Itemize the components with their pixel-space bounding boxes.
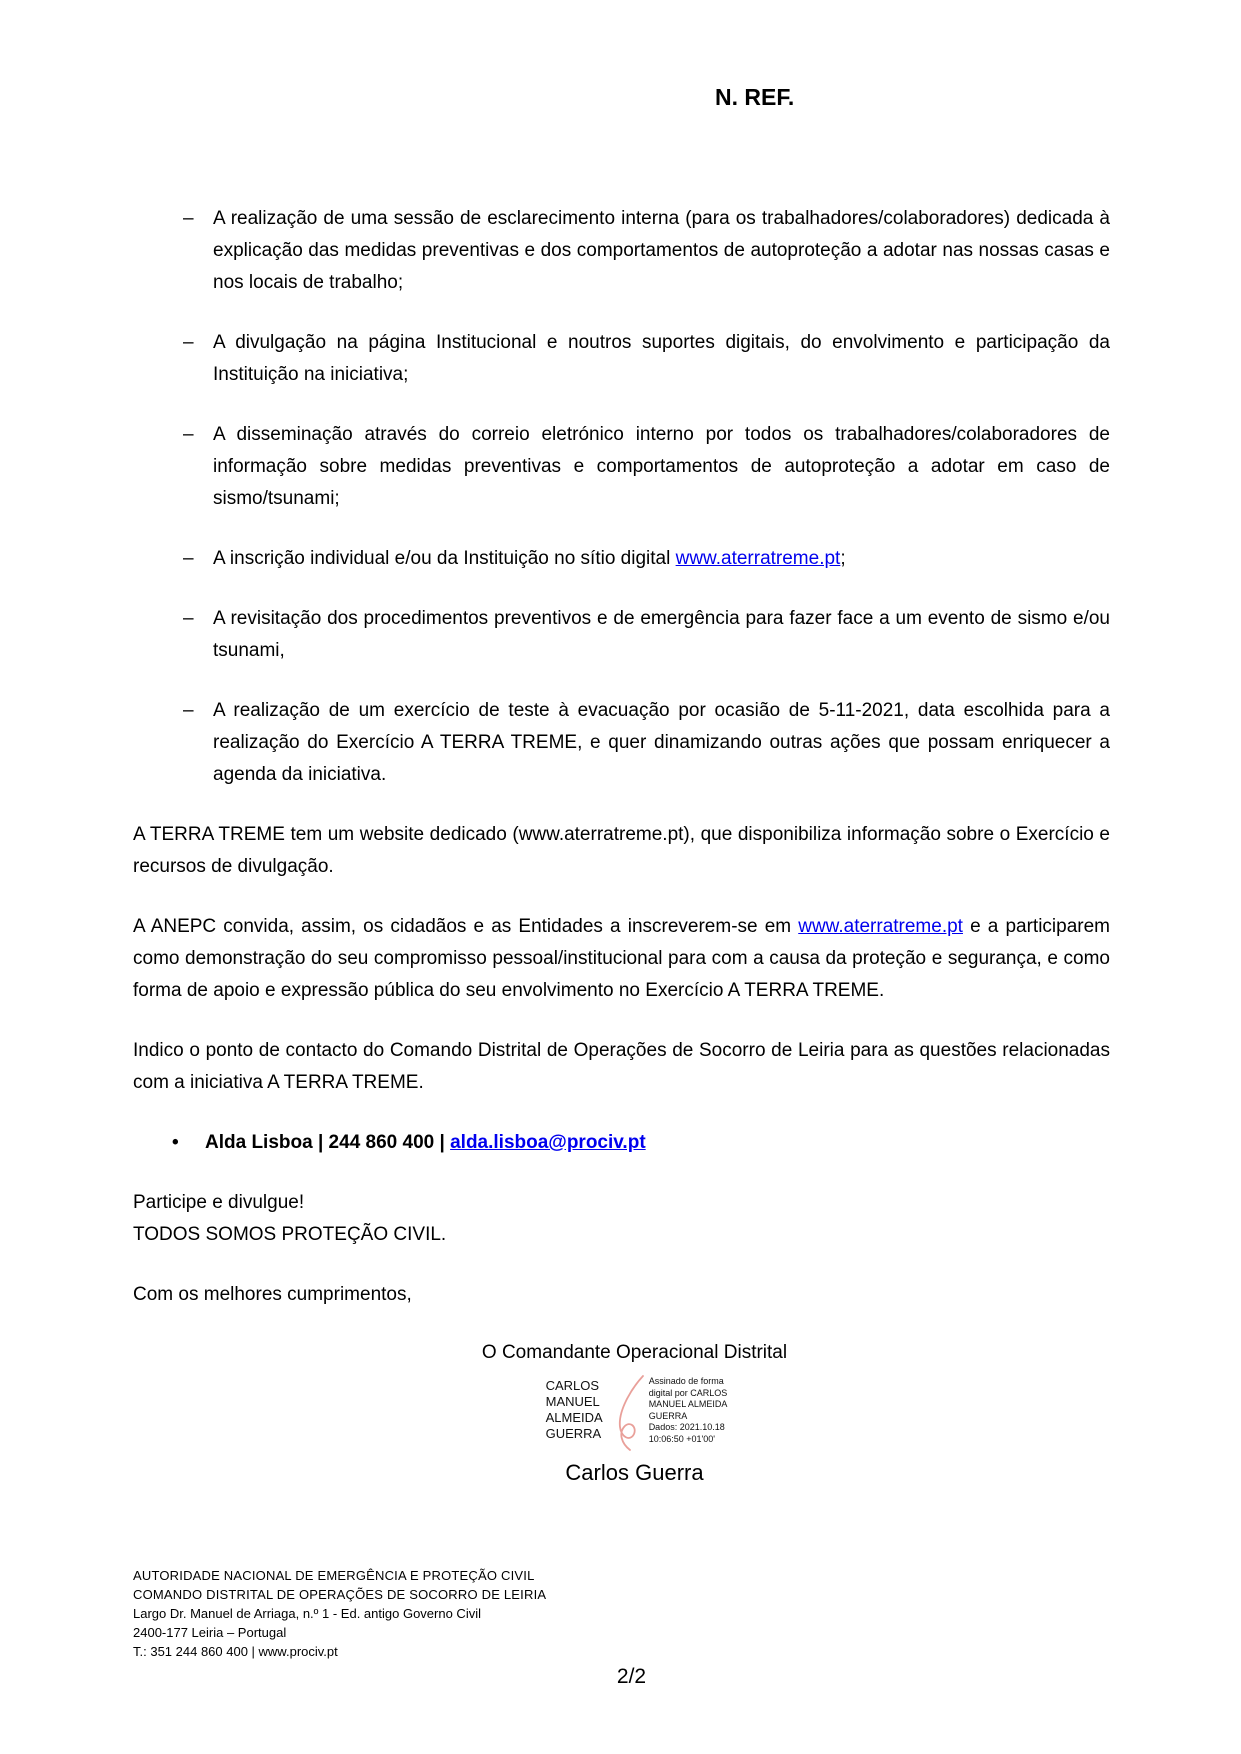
list-item [133, 327, 1110, 391]
certificate-name-line: CARLOS [545, 1378, 600, 1393]
list-item [133, 543, 1110, 575]
footer-address-line: 2400-177 Leiria – Portugal [133, 1625, 287, 1640]
contact-name-phone: Alda Lisboa | 244 860 400 | [205, 1132, 451, 1153]
paragraph-website: A TERRA TREME tem um website dedicado (www.aterratreme.pt), que disponibiliza informação sobre o Exercício e recursos de divulgação. [133, 824, 1110, 877]
dash-bullet: – [183, 424, 194, 445]
bullet-list [133, 203, 1110, 791]
list-item [133, 203, 1110, 299]
certificate-name-line: ALMEIDA [545, 1410, 603, 1425]
dot-bullet: • [172, 1132, 179, 1153]
list-item-text: A realização de um exercício de teste à evacuação por ocasião de 5-11-2021, data escolhida para a realização do Exercício A TERRA TREME, e quer dinamizando outras ações que possam enriquecer a agenda da iniciativa. [213, 700, 1110, 785]
footer-contact-line: T.: 351 244 860 400 | www.prociv.pt [133, 1644, 338, 1659]
list-item-text-suffix: ; [840, 548, 846, 569]
closing-block [133, 1187, 1110, 1251]
footer-org-line: COMANDO DISTRITAL DE OPERAÇÕES DE SOCORRO DE LEIRIA [133, 1587, 547, 1602]
paragraph-invite-suffix: e a participarem como demonstração do seu compromisso pessoal/institucional para com a causa da proteção e segurança, e como forma de apoio e expressão pública do seu envolvimento no Exercício A TERRA TREME. [133, 916, 1110, 1001]
aterratreme-link[interactable]: www.aterratreme.pt [798, 916, 963, 937]
certificate-name-line: MANUEL [545, 1394, 600, 1409]
certificate-details-line: Dados: 2021.10.18 [648, 1422, 725, 1432]
contact-item [133, 1127, 1110, 1159]
footer-org-line: AUTORIDADE NACIONAL DE EMERGÊNCIA E PROTEÇÃO CIVIL [133, 1568, 535, 1583]
paragraph-invite [133, 911, 1110, 1007]
list-item [133, 603, 1110, 667]
list-item [133, 419, 1110, 515]
certificate-details-line: MANUEL ALMEIDA [648, 1399, 728, 1409]
certificate-details-line: GUERRA [648, 1410, 688, 1421]
list-item-text: A realização de uma sessão de esclarecimento interna (para os trabalhadores/colaboradores) dedicada à explicação das medidas preventivas e dos comportamentos de autoproteção a adotar nas nossas casas e nos locais de trabalho; [213, 208, 1110, 293]
dash-bullet: – [183, 608, 194, 629]
contact-text [205, 1127, 646, 1159]
list-item-text-prefix: A inscrição individual e/ou da Instituição no sítio digital [213, 548, 676, 569]
list-item-text: A divulgação na página Institucional e noutros suportes digitais, do envolvimento e participação da Instituição na iniciativa; [213, 332, 1110, 385]
certificate-details [635, 1373, 728, 1445]
certificate-details-line: 10:06:50 +01'00' [648, 1433, 715, 1444]
closing-line-2: TODOS SOMOS PROTEÇÃO CIVIL. [133, 1224, 447, 1245]
letter-footer [133, 1566, 546, 1661]
letter-body [133, 0, 1110, 1487]
list-item-text: A disseminação através do correio eletrónico interno por todos os trabalhadores/colaboradores de informação sobre medidas preventivas e comportamentos de autoproteção a adotar em caso de sismo/tsunami; [213, 424, 1110, 509]
closing-line-1: Participe e divulgue! [133, 1192, 305, 1213]
dash-bullet: – [183, 332, 194, 353]
digital-signature-block [133, 1373, 1110, 1453]
dash-bullet: – [183, 208, 194, 229]
aterratreme-link[interactable]: www.aterratreme.pt [675, 548, 841, 569]
salutation: Com os melhores cumprimentos, [133, 1284, 412, 1305]
signature-title: O Comandante Operacional Distrital [481, 1342, 788, 1363]
paragraph-invite-prefix: A ANEPC convida, assim, os cidadãos e as Entidades a inscreverem-se em [133, 916, 799, 937]
dash-bullet: – [183, 548, 194, 569]
certificate-name-line: GUERRA [545, 1426, 602, 1441]
dash-bullet: – [183, 700, 194, 721]
signer-name: Carlos Guerra [565, 1460, 704, 1485]
certificate-name [546, 1373, 603, 1442]
list-item [133, 695, 1110, 791]
footer-address-line: Largo Dr. Manuel de Arriaga, n.º 1 - Ed. antigo Governo Civil [133, 1606, 481, 1621]
certificate-details-line: Assinado de forma [648, 1376, 724, 1386]
page-number: 2/2 [616, 1665, 647, 1688]
contact-email-link[interactable]: alda.lisboa@prociv.pt [450, 1132, 646, 1153]
paragraph-contact-intro: Indico o ponto de contacto do Comando Distrital de Operações de Socorro de Leiria para as questões relacionadas com a iniciativa A TERRA TREME. [133, 1040, 1110, 1093]
certificate-details-line: digital por CARLOS [648, 1387, 728, 1398]
reference-label: N. REF. [715, 84, 795, 110]
list-item-text [213, 543, 1110, 575]
list-item-text: A revisitação dos procedimentos preventivos e de emergência para fazer face a um evento de sismo e/ou tsunami, [213, 608, 1110, 661]
